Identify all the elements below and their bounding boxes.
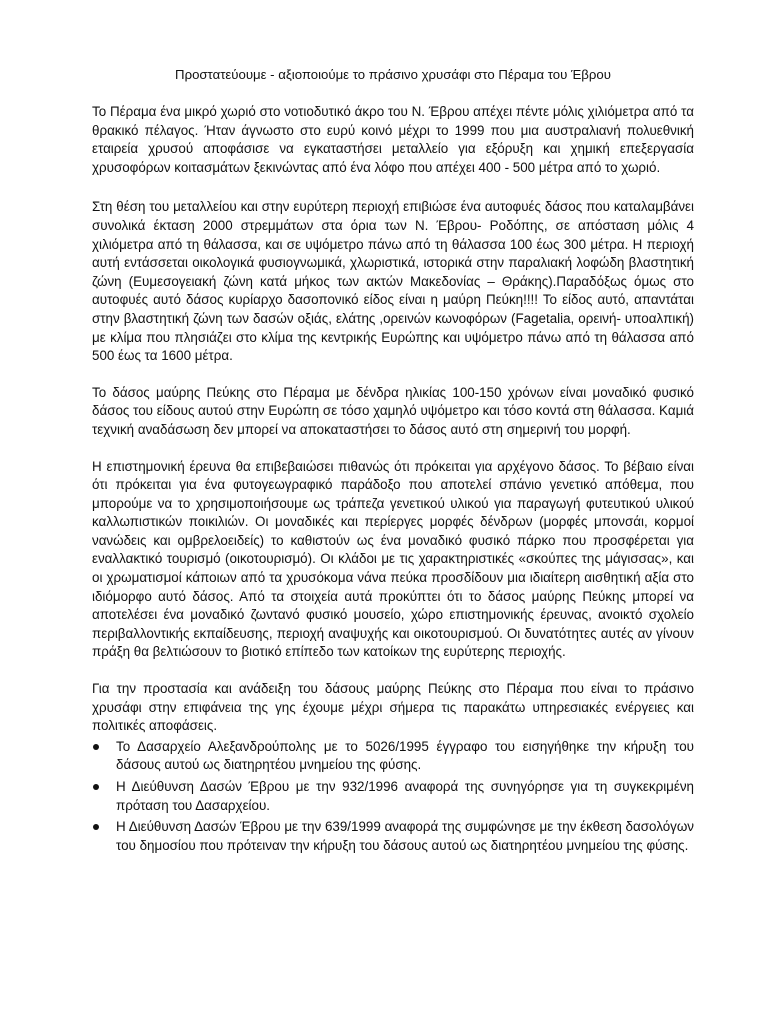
bullet-dot-icon [93, 744, 99, 750]
document-title: Προστατεύουμε - αξιοποιούμε το πράσινο χρυσάφι στο Πέραμα του Έβρου [175, 67, 611, 82]
paragraph-forest-uniqueness: Το δάσος μαύρης Πεύκης στο Πέραμα με δένδρα ηλικίας 100-150 χρόνων είναι μοναδικό φυσικό δάσος του είδους αυτού στην Ευρώπη σε τόσο χαμηλό υψόμετρο και τόσο κοντά στη θάλασσα. Καμιά τεχνική αναδάσωση δεν μπορεί να αποκαταστήσει το δάσος αυτό στη σημερινή του μορφή. [92, 384, 694, 437]
bullet-text: Η Διεύθυνση Δασών Έβρου με την 932/1996 αναφορά της συνηγόρησε για τη συγκεκριμένη πρόταση του Δασαρχείου. [116, 779, 694, 813]
actions-bullet-list [92, 738, 694, 856]
bullet-dot-icon [93, 784, 99, 790]
bullet-dot-icon [93, 824, 99, 830]
bullet-item [92, 738, 694, 775]
bullet-item [92, 818, 694, 855]
paragraph-intro: Το Πέραμα ένα μικρό χωριό στο νοτιοδυτικό άκρο του Ν. Έβρου απέχει πέντε μόλις χιλιόμετρα από τα θρακικό πέλαγος. Ήταν άγνωστο στο ευρύ κοινό μέχρι το 1999 που μια αυστραλιανή πολυεθνική εταιρεία χρυσού αποφάσισε να εγκαταστήσει μεταλλείο για εξόρυξη και χημική επεξεργασία χρυσοφόρων κοιτασμάτων ξεκινώντας από ένα λόφο που απέχει 400 - 500 μέτρα από το χωριό. [92, 104, 694, 175]
bullet-text: Η Διεύθυνση Δασών Έβρου με την 639/1999 αναφορά της συμφώνησε με την έκθεση δασολόγων του δημοσίου που πρότειναν την κήρυξη του δάσους αυτού ως διατηρητέου μνημείου της φύσης. [116, 819, 694, 853]
paragraph-protection-actions: Για την προστασία και ανάδειξη του δάσους μαύρης Πεύκης στο Πέραμα που είναι το πράσινο χρυσάφι στην επιφάνεια της γης έχουμε μέχρι σήμερα τις παρακάτω υπηρεσιακές ενέργειες και πολιτικές αποφάσεις. [92, 681, 694, 734]
bullet-item [92, 778, 694, 815]
paragraph-scientific-value: Η επιστημονική έρευνα θα επιβεβαιώσει πιθανώς ότι πρόκειται για αρχέγονο δάσος. Το βέβαιο είναι ότι πρόκειται για ένα φυτογεωγραφικό παράδοξο που αποτελεί σπάνιο γενετικό απόθεμα, που μπορούμε να το χρησιμοποιήσουμε ως τράπεζα γενετικού υλικού για παραγωγή φυτευτικού υλικού καλλωπιστικών ποικιλιών. Οι μοναδικές και περίεργες μορφές δένδρων (μορφές μπονσάι, κορμοί νανώδεις και ομβρελοειδείς) το καθιστούν ως ένα μοναδικό φυσικό πάρκο που προσφέρεται για εναλλακτικό τουρισμό (οικοτουρισμό). Οι κλάδοι με τις χαρακτηριστικές «σκούπες της μάγισσας», και οι χρωματισμοί κάποιων από τα χρυσόκομα νάνα πεύκα προσδίδουν μια ιδιαίτερη αισθητική αξία στο ιδιόμορφο αυτό δάσος. Από τα στοιχεία αυτά προκύπτει ότι το δάσος μαύρης Πεύκης μπορεί να αποτελέσει ένα μοναδικό ζωντανό φυσικό μουσείο, χώρο επιστημονικής έρευνας, ανοικτό σχολείο περιβαλλοντικής εκπαίδευσης, περιοχή αναψυχής και οικοτουρισμού. Οι δυνατότητες αυτές αν γίνουν πράξη θα βελτιώσουν το βιοτικό επίπεδο των κατοίκων της ευρύτερης περιοχής. [92, 458, 694, 660]
bullet-text: Το Δασαρχείο Αλεξανδρούπολης με το 5026/1995 έγγραφο του εισηγήθηκε την κήρυξη του δάσους αυτού ως διατηρητέου μνημείου της φύσης. [116, 738, 694, 773]
paragraph-forest-location: Στη θέση του μεταλλείου και στην ευρύτερη περιοχή επιβιώσε ένα αυτοφυές δάσος που καταλαμβάνει συνολικά έκταση 2000 στρεμμάτων στα όρια των Ν. Έβρου- Ροδόπης, σε απόσταση μόλις 4 χιλιόμετρα από τη θάλασσα, και σε υψόμετρο πάνω από τη θάλασσα 100 έως 300 μέτρα. Η περιοχή αυτή εντάσσεται οικολογικά φυσιογνωμικά, χλωριστικά, ιστορικά στην παραλιακή λοφώδη βλαστητική ζώνη (Ευμεσογειακή ζώνη κατά μήκος των ακτών Μακεδονίας – Θράκης).Παραδόξως όμως στο αυτοφυές αυτό δάσος κυρίαρχο δασοπονικό είδος είναι η μαύρη Πεύκη!!!! Το είδος αυτό, απαντάται στην βλαστητική ζώνη των δασών οξιάς, ελάτης ,ορεινών κωνοφόρων (Fagetalia, ορεινή- υποαλπική) με κλίμα που πλησιάζει στο κλίμα της κεντρικής Ευρώπης και υψόμετρο πάνω από τη θάλασσα από 500 έως τα 1600 μέτρα. [92, 199, 694, 364]
